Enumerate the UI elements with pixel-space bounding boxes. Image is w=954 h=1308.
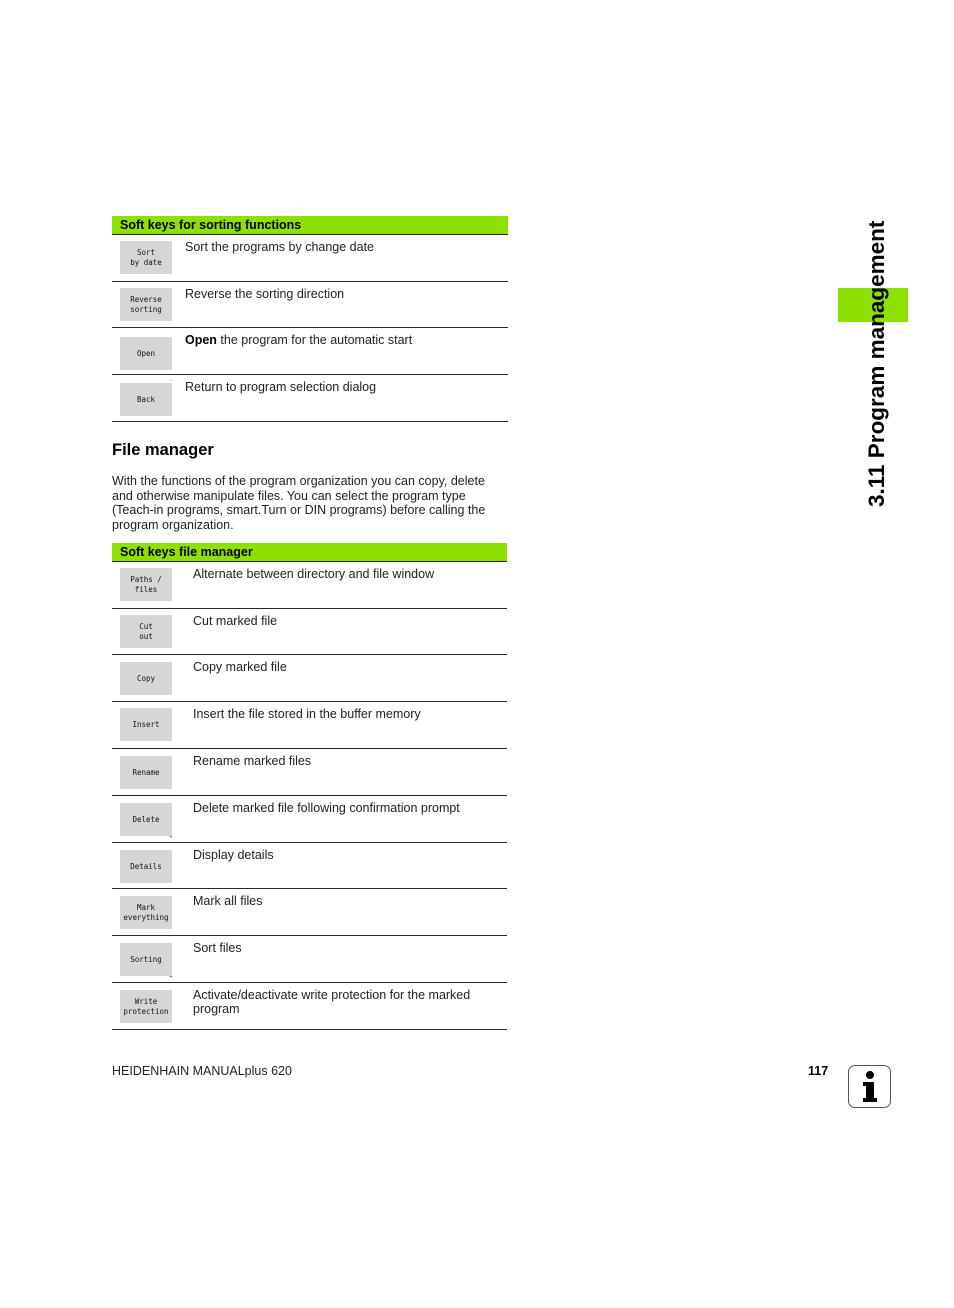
row-description: Insert the file stored in the buffer memory	[193, 707, 421, 721]
table-row	[112, 235, 508, 282]
softkey-copy: Copy	[120, 662, 172, 695]
row-description-text: the program for the automatic start	[216, 333, 413, 347]
sorting-softkeys-table	[112, 216, 508, 422]
softkey-paths-files: Paths / files	[120, 568, 172, 601]
intro-paragraph: With the functions of the program organization you can copy, delete and otherwise manipulate files. You can select the program type (Teach-in programs, smart.Turn or DIN programs) before calling the program organization.	[112, 474, 486, 532]
table-row	[112, 655, 507, 702]
row-description: Return to program selection dialog	[185, 380, 377, 394]
softkey-sort-by-date: Sort by date	[120, 241, 172, 274]
file-manager-softkeys-table	[112, 543, 507, 1030]
softkey-open: Open	[120, 337, 172, 370]
softkey-insert: Insert	[120, 708, 172, 741]
softkey-details: Details	[120, 850, 172, 883]
row-description: Mark all files	[193, 894, 263, 908]
table-row	[112, 562, 507, 609]
table-row	[112, 328, 508, 375]
table-row	[112, 749, 507, 796]
table-row	[112, 375, 508, 422]
chapter-title: 3.11 Program management	[864, 220, 889, 507]
table-row	[112, 282, 508, 328]
row-description: Activate/deactivate write protection for the marked program	[193, 988, 471, 1016]
row-description: Sort the programs by change date	[185, 240, 375, 254]
row-description: Sort files	[193, 941, 242, 955]
row-description: Rename marked files	[193, 754, 312, 768]
softkey-sorting: Sorting	[120, 943, 172, 976]
section-title: File manager	[112, 441, 214, 459]
page-number: 117	[808, 1064, 829, 1078]
corner-mark-icon: ˍ	[169, 969, 173, 978]
table-row	[112, 796, 507, 843]
table-row	[112, 983, 507, 1030]
softkey-mark-everything: Mark everything	[120, 896, 172, 929]
table-header: Soft keys file manager	[112, 543, 507, 562]
table-row	[112, 936, 507, 983]
corner-mark-icon: ˙	[169, 379, 173, 388]
row-description: Copy marked file	[193, 660, 287, 674]
footer-product: HEIDENHAIN MANUALplus 620	[112, 1064, 292, 1078]
row-description: Delete marked file following confirmation prompt	[193, 801, 460, 815]
table-row	[112, 889, 507, 936]
table-header: Soft keys for sorting functions	[112, 216, 508, 235]
table-row	[112, 702, 507, 749]
softkey-reverse-sorting: Reverse sorting	[120, 288, 172, 321]
softkey-write-protection: Write protection	[120, 990, 172, 1023]
row-description: Display details	[193, 848, 274, 862]
row-description: Reverse the sorting direction	[185, 287, 345, 301]
table-row	[112, 609, 507, 655]
softkey-delete: Delete	[120, 803, 172, 836]
open-keyword: Open	[185, 333, 217, 347]
row-description: Cut marked file	[193, 614, 278, 628]
info-icon	[848, 1065, 891, 1108]
corner-mark-icon: ˍ	[169, 829, 173, 838]
row-description	[185, 333, 503, 347]
softkey-cut-out: Cut out	[120, 615, 172, 648]
table-row	[112, 843, 507, 889]
row-description: Alternate between directory and file window	[193, 567, 435, 581]
softkey-back: Back	[120, 383, 172, 416]
softkey-rename: Rename	[120, 756, 172, 789]
